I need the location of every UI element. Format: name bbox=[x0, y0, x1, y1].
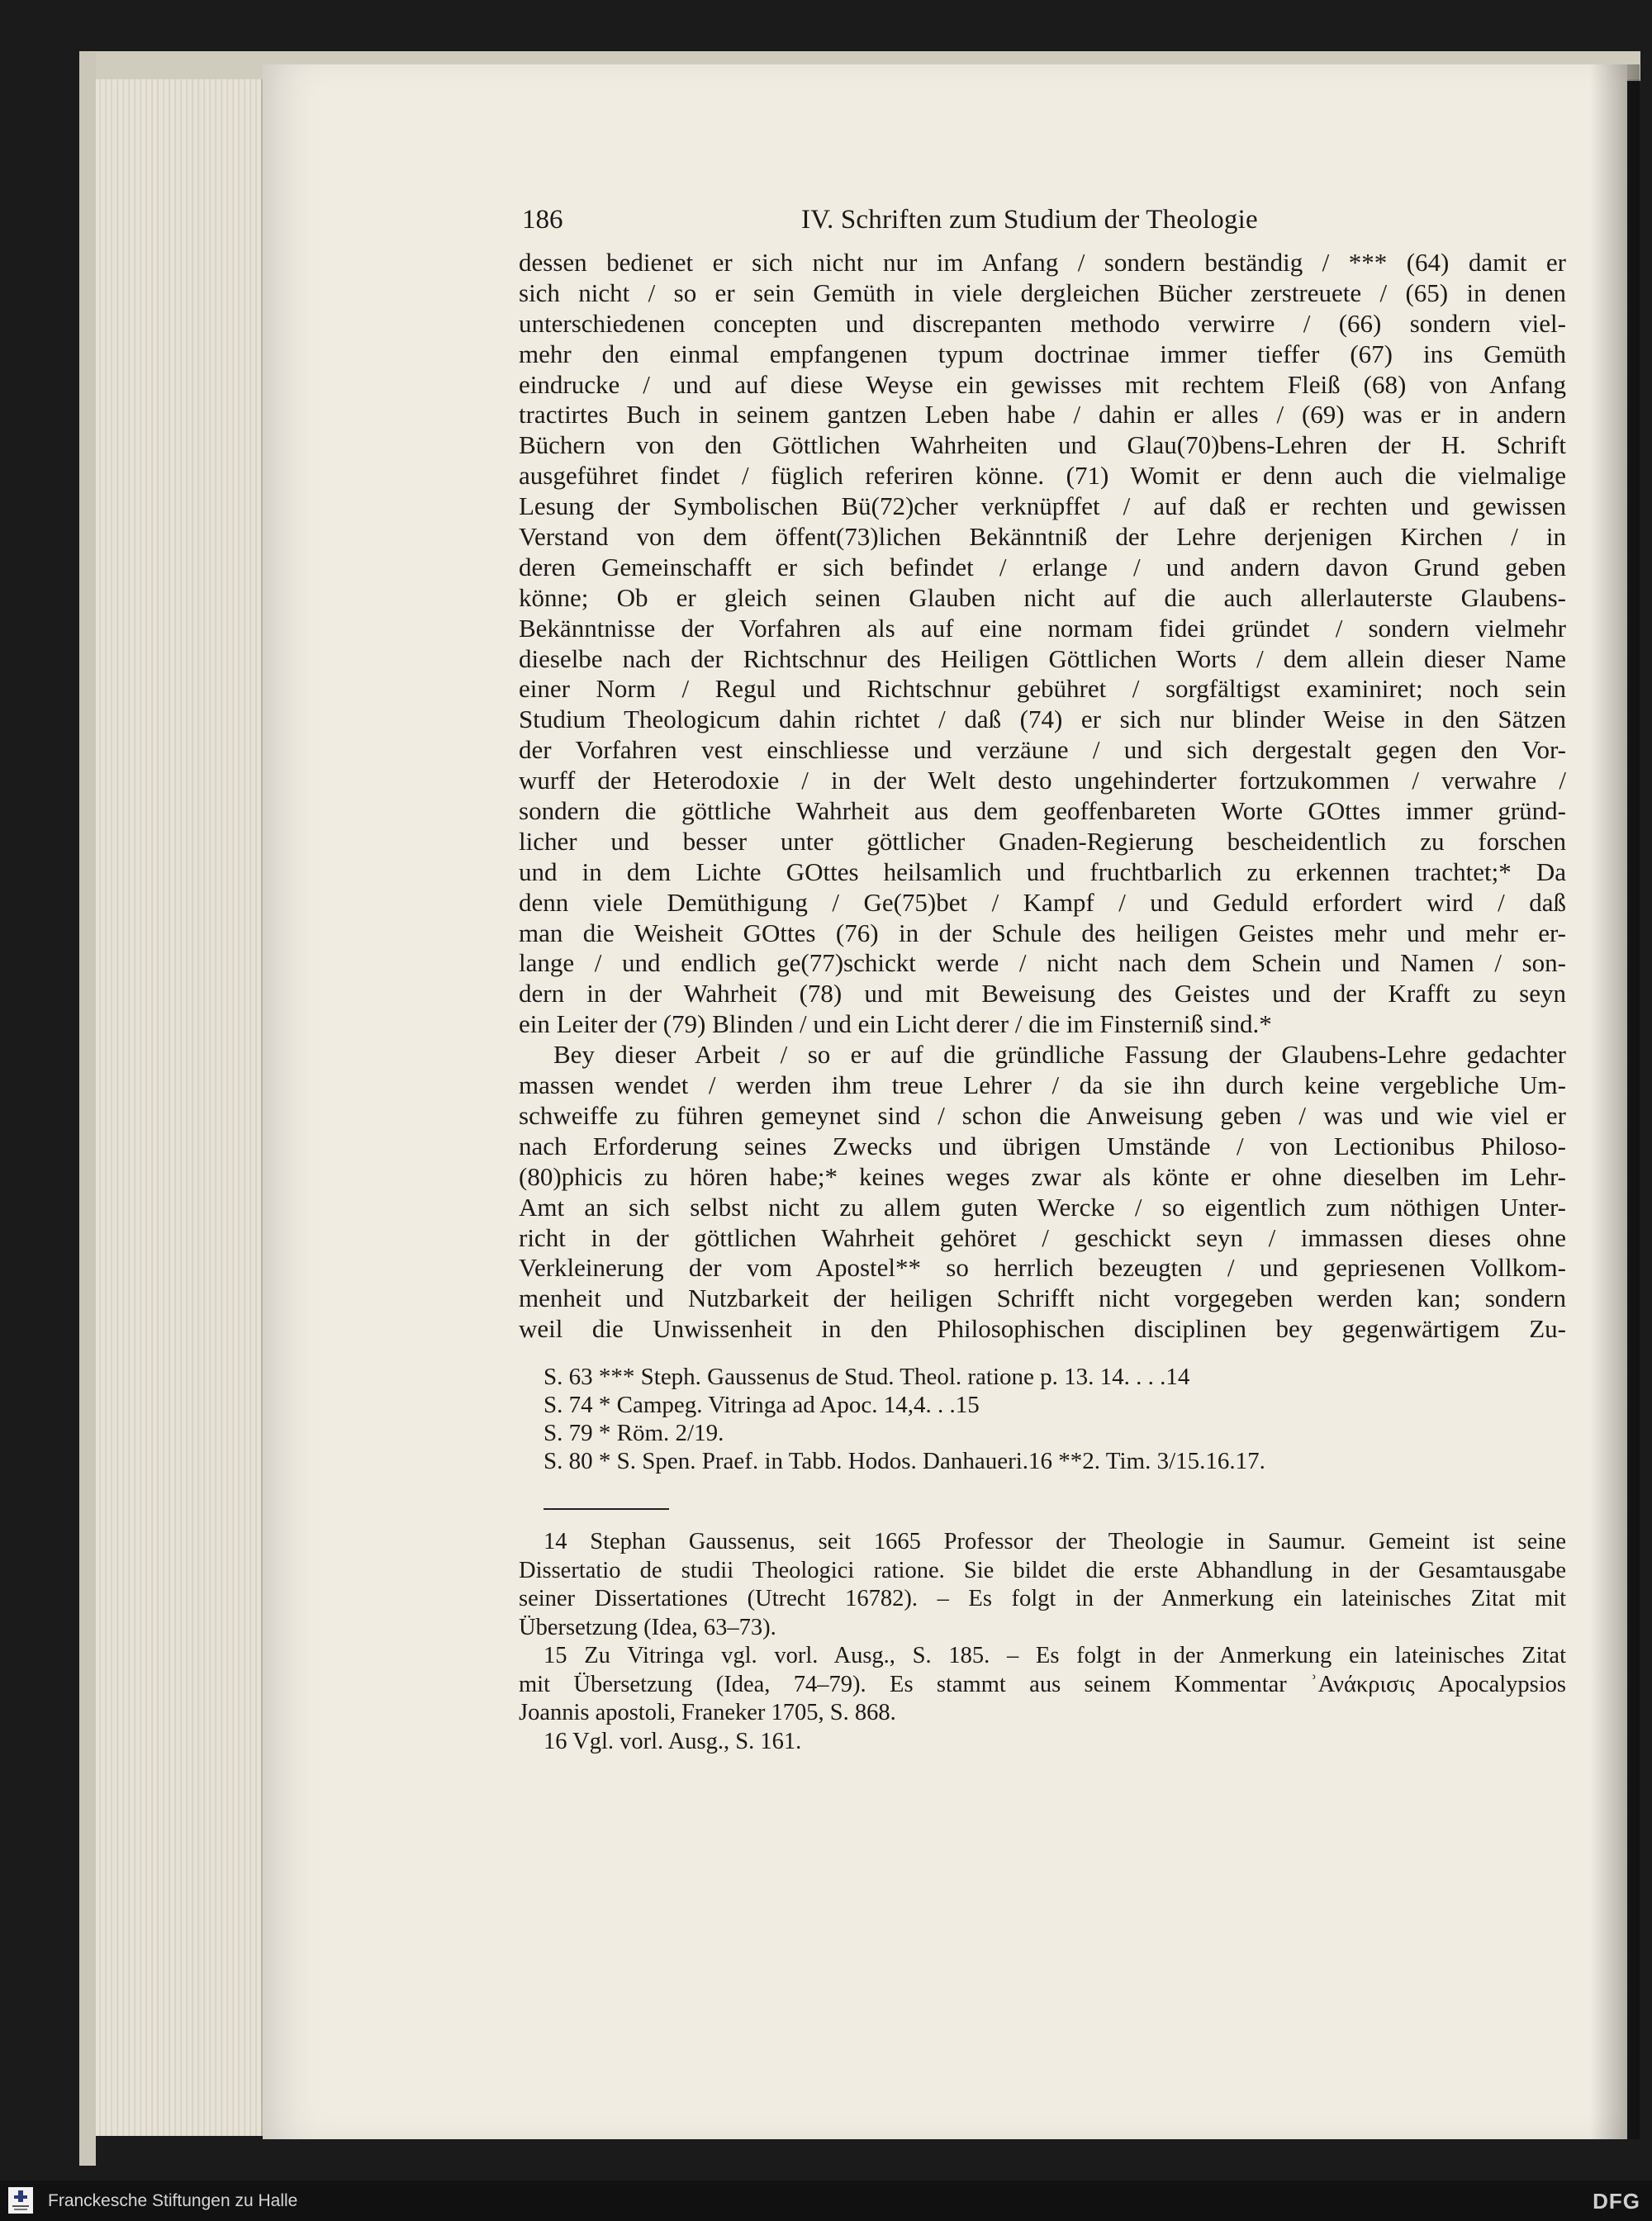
body-line: und in dem Lichte GOttes heilsamlich und fruchtbarlich zu erkennen trachtet;* Da bbox=[519, 857, 1566, 886]
body-line: weil die Unwissenheit in den Philosophischen disciplinen bey gegenwärtigem Zu- bbox=[519, 1314, 1566, 1344]
body-line: massen wendet / werden ihm treue Lehrer / da sie ihn durch keine vergebliche Um- bbox=[519, 1070, 1566, 1100]
body-line: tractirtes Buch in seinem gantzen Leben habe / dahin er alles / (69) was er in andern bbox=[519, 400, 1566, 429]
body-line: dern in der Wahrheit (78) und mit Beweisung des Geistes und der Krafft zu seyn bbox=[519, 979, 1566, 1008]
body-line: Büchern von den Göttlichen Wahrheiten und Glau(70)bens-Lehren der H. Schrift bbox=[519, 430, 1566, 460]
book-spine-edge bbox=[79, 51, 96, 2166]
body-line: dieselbe nach der Richtschnur des Heiligen Göttlichen Worts / dem allein dieser Name bbox=[519, 643, 1566, 673]
institution-name[interactable]: Franckesche Stiftungen zu Halle bbox=[48, 2191, 298, 2210]
body-line: sich nicht / so er sein Gemüth in viele dergleichen Bücher zerstreuete / (65) in denen bbox=[519, 278, 1566, 307]
footnote-line: Übersetzung (Idea, 63–73). bbox=[519, 1614, 776, 1640]
footnote-line: mit Übersetzung (Idea, 74–79). Es stammt aus seinem Kommentar ʾΑνάκρισις Apocalypsios bbox=[519, 1671, 1566, 1697]
footnotes bbox=[519, 1528, 1566, 1756]
running-title: IV. Schriften zum Studium der Theologie bbox=[801, 205, 1258, 235]
body-line: der Vorfahren vest einschliesse und verzäune / und sich dergestalt gegen den Vor- bbox=[519, 735, 1566, 765]
body-line: ausgeführet findet / füglich referiren könne. (71) Womit er denn auch die vielmalige bbox=[519, 461, 1566, 491]
body-text bbox=[519, 248, 1566, 1345]
institution-logo-icon bbox=[8, 2187, 33, 2214]
footnote-line: 16 Vgl. vorl. Ausg., S. 161. bbox=[544, 1728, 802, 1754]
body-line: einer Norm / Regul und Richtschnur gebühret / sorgfältigst examiniret; noch sein bbox=[519, 674, 1566, 704]
body-line: mehr den einmal empfangenen typum doctrinae immer tieffer (67) ins Gemüth bbox=[519, 339, 1566, 368]
body-line: lange / und endlich ge(77)schickt werde / nicht nach dem Schein und Namen / son- bbox=[519, 948, 1566, 978]
page-stack-edge bbox=[96, 79, 263, 2136]
dfg-badge[interactable]: DFG bbox=[1593, 2189, 1640, 2214]
marginal-note: S. 74 * Campeg. Vitringa ad Apoc. 14,4. . .15 bbox=[544, 1392, 980, 1419]
body-line: unterschiedenen concepten und discrepanten methodo verwirre / (66) sondern viel- bbox=[519, 308, 1566, 338]
footnote-rule bbox=[544, 1508, 669, 1510]
body-line: schweiffe zu führen gemeynet sind / schon die Anweisung geben / was und wie viel er bbox=[519, 1100, 1566, 1130]
body-line: dessen bedienet er sich nicht nur im Anfang / sondern beständig / *** (64) damit er bbox=[519, 248, 1566, 277]
footnote-line: seiner Dissertationes (Utrecht 16782). – Es folgt in der Anmerkung ein lateinisches Zitat mit bbox=[519, 1586, 1566, 1612]
footnote-line: 14 Stephan Gaussenus, seit 1665 Professor der Theologie in Saumur. Gemeint ist seine bbox=[544, 1529, 1566, 1555]
body-line: nach Erforderung seines Zwecks und übrigen Umstände / von Lectionibus Philoso- bbox=[519, 1131, 1566, 1160]
body-line: menheit und Nutzbarkeit der heiligen Schrifft nicht vorgegeben werden kan; sondern bbox=[519, 1284, 1566, 1313]
body-line: wurff der Heterodoxie / in der Welt desto ungehinderter fortzukommen / verwahre / bbox=[519, 766, 1566, 795]
body-line: Verkleinerung der vom Apostel** so herrlich bezeugten / und gepriesenen Vollkom- bbox=[519, 1253, 1566, 1283]
page-content bbox=[519, 198, 1566, 1756]
body-line: Bey dieser Arbeit / so er auf die gründliche Fassung der Glaubens-Lehre gedachter bbox=[553, 1040, 1566, 1070]
body-line: Studium Theologicum dahin richtet / daß (74) er sich nur blinder Weise in den Sätzen bbox=[519, 705, 1566, 734]
body-line: licher und besser unter göttlicher Gnaden-Regierung bescheidentlich zu forschen bbox=[519, 826, 1566, 856]
footnote-line: Dissertatio de studii Theologici ratione. Sie bildet die erste Abhandlung in der Gesamtausgabe bbox=[519, 1557, 1566, 1583]
body-line: eindrucke / und auf diese Weyse ein gewisses mit rechtem Fleiß (68) von Anfang bbox=[519, 369, 1566, 399]
body-line: denn viele Demüthigung / Ge(75)bet / Kampf / und Geduld erfordert wird / daß bbox=[519, 887, 1566, 917]
body-line: Amt an sich selbst nicht zu allem guten Wercke / so eigentlich zum nöthigen Unter- bbox=[519, 1192, 1566, 1222]
marginal-note: S. 79 * Röm. 2/19. bbox=[544, 1420, 724, 1447]
marginal-note: S. 63 *** Steph. Gaussenus de Stud. Theol. ratione p. 13. 14. . . .14 bbox=[544, 1364, 1190, 1391]
body-line: könne; Ob er gleich seinen Glauben nicht auf die auch allerlauterste Glaubens- bbox=[519, 582, 1566, 612]
body-line: deren Gemeinschafft er sich befindet / erlange / und andern davon Grund geben bbox=[519, 552, 1566, 581]
body-line: man die Weisheit GOttes (76) in der Schule des heiligen Geistes mehr und mehr er- bbox=[519, 918, 1566, 947]
body-line: ein Leiter der (79) Blinden / und ein Licht derer / die im Finsterniß sind.* bbox=[519, 1009, 1272, 1039]
body-line: Bekänntnisse der Vorfahren als auf eine normam fidei gründet / sondern vielmehr bbox=[519, 613, 1566, 643]
marginal-note: S. 80 * S. Spen. Praef. in Tabb. Hodos. Danhaueri.16 **2. Tim. 3/15.16.17. bbox=[544, 1448, 1265, 1475]
running-head bbox=[519, 198, 1566, 248]
footnote-line: 15 Zu Vitringa vgl. vorl. Ausg., S. 185. – Es folgt in der Anmerkung ein lateinisches Zitat bbox=[544, 1643, 1566, 1669]
marginal-notes bbox=[519, 1363, 1566, 1475]
footnote-line: Joannis apostoli, Franeker 1705, S. 868. bbox=[519, 1700, 896, 1726]
page-number: 186 bbox=[522, 205, 563, 235]
body-line: Lesung der Symbolischen Bü(72)cher verknüpffet / auf daß er rechten und gewissen bbox=[519, 491, 1566, 521]
body-line: richt in der göttlichen Wahrheit gehöret / geschickt seyn / immassen dieses ohne bbox=[519, 1222, 1566, 1252]
viewer-footer bbox=[0, 2181, 1652, 2221]
body-line: sondern die göttliche Wahrheit aus dem geoffenbareten Worte GOttes immer gründ- bbox=[519, 796, 1566, 826]
page-gutter-shadow bbox=[1590, 64, 1640, 2139]
body-line: Verstand von dem öffent(73)lichen Bekänntniß der Lehre derjenigen Kirchen / in bbox=[519, 522, 1566, 552]
body-line: (80)phicis zu hören habe;* keines weges zwar als könte er ohne dieselben im Lehr- bbox=[519, 1161, 1566, 1191]
